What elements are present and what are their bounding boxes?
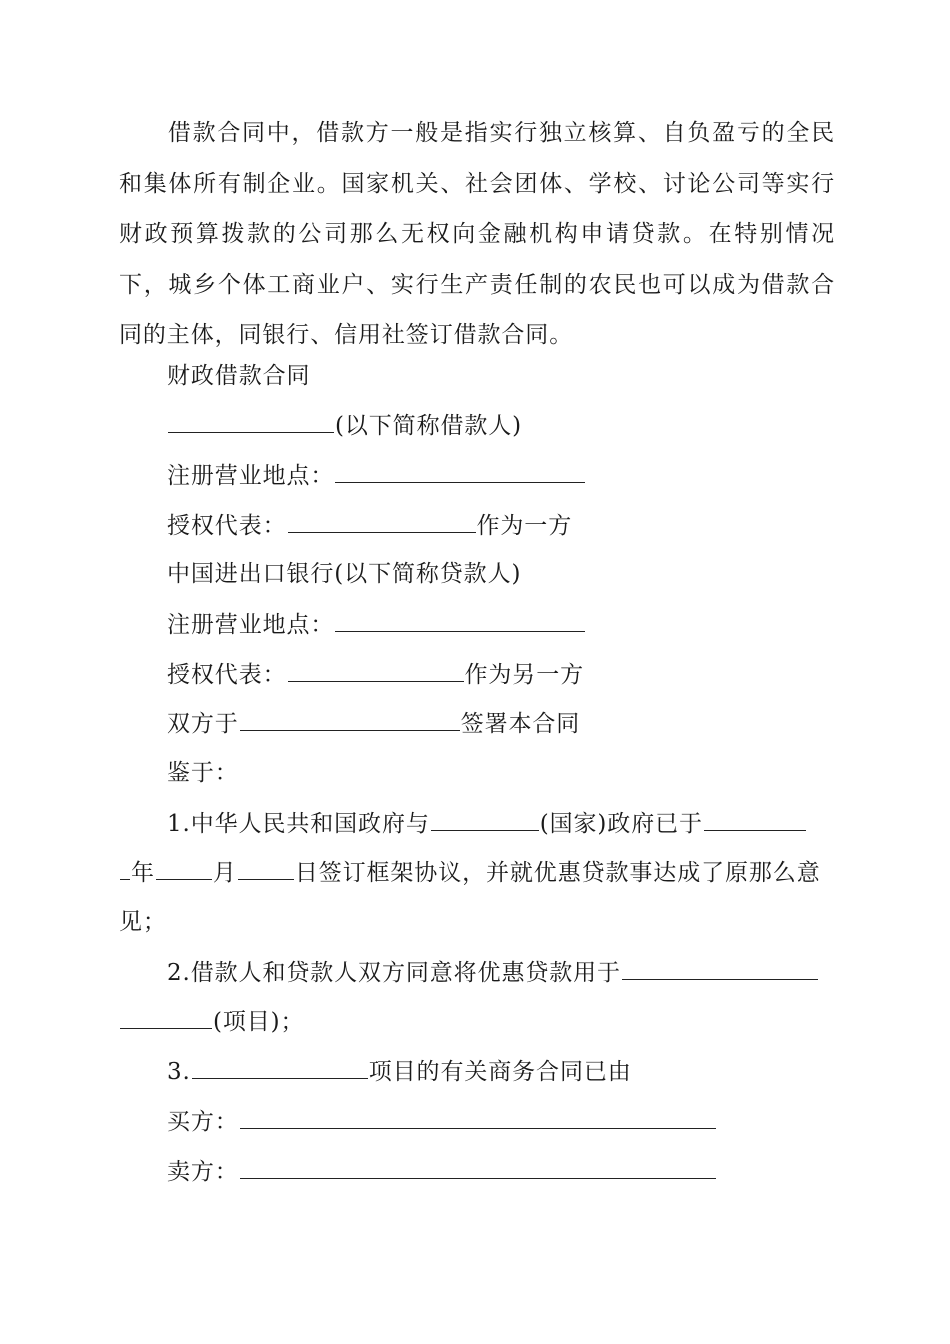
sign-contract: 签署本合同 — [460, 711, 581, 737]
as-one-party: 作为一方 — [476, 513, 573, 539]
item1-line3: 见； — [119, 909, 167, 935]
item1-text-b: (国家)政府已于 — [539, 811, 703, 837]
item2-line2 — [119, 1006, 304, 1037]
seller-line — [167, 1156, 717, 1187]
signing-date-blank[interactable] — [240, 708, 460, 731]
borrower-address-line — [167, 460, 586, 491]
project-name-blank[interactable] — [192, 1056, 368, 1079]
buyer-blank[interactable] — [240, 1106, 716, 1129]
item1-year: 年 — [131, 860, 155, 886]
auth-rep-label: 授权代表： — [167, 662, 287, 688]
reg-address-label: 注册营业地点： — [167, 612, 335, 638]
lender-address-blank[interactable] — [335, 609, 585, 632]
lender-address-line — [167, 609, 586, 640]
country-blank[interactable] — [431, 808, 539, 831]
borrower-rep-blank[interactable] — [288, 510, 476, 533]
item2-line1 — [167, 957, 819, 988]
year-blank-1[interactable] — [704, 808, 806, 831]
buyer-label: 买方： — [167, 1109, 239, 1135]
intro-paragraph — [119, 108, 835, 361]
signing-line — [167, 708, 580, 739]
auth-rep-label: 授权代表： — [167, 513, 287, 539]
item3-text-b: 项目的有关商务合同已由 — [368, 1059, 632, 1085]
item1-line1 — [167, 808, 807, 839]
intro-text: 借款合同中，借款方一般是指实行独立核算、自负盈亏的全民和集体所有制企业。国家机关、社会团体、学校、讨论公司等实行财政预算拨款的公司那么无权向金融机构申请贷款。在特别情况下，城乡个体工商业户、实行生产责任制的农民也可以成为借款合同的主体，同银行、信用社签订借款合同。 — [119, 120, 835, 348]
whereas-heading: 鉴于： — [167, 760, 239, 786]
both-parties-at: 双方于 — [167, 711, 239, 737]
buyer-line — [167, 1106, 717, 1137]
lender-rep-line — [167, 659, 584, 690]
item3-line — [167, 1056, 632, 1087]
item2-text-b: (项目)； — [213, 1009, 305, 1035]
item1-month: 月 — [212, 860, 237, 886]
item1-text-a: 1.中华人民共和国政府与 — [167, 811, 430, 837]
borrower-line — [167, 410, 522, 441]
borrower-name-blank[interactable] — [168, 410, 334, 433]
item2-text-a: 2.借款人和贷款人双方同意将优惠贷款用于 — [167, 960, 621, 986]
lender-line: 中国进出口银行(以下简称贷款人) — [167, 561, 522, 587]
contract-title: 财政借款合同 — [167, 363, 311, 389]
year-blank-2[interactable] — [120, 857, 130, 880]
loan-purpose-blank-1[interactable] — [622, 957, 818, 980]
as-other-party: 作为另一方 — [464, 662, 584, 688]
month-blank[interactable] — [156, 857, 212, 880]
item1-line2 — [119, 857, 821, 888]
day-blank[interactable] — [238, 857, 294, 880]
lender-rep-blank[interactable] — [288, 659, 464, 682]
loan-purpose-blank-2[interactable] — [120, 1006, 212, 1029]
borrower-rep-line — [167, 510, 572, 541]
item1-text-c: 日签订框架协议，并就优惠贷款事达成了原那么意 — [294, 860, 821, 886]
borrower-suffix: (以下简称借款人) — [335, 413, 523, 439]
borrower-address-blank[interactable] — [335, 460, 585, 483]
reg-address-label: 注册营业地点： — [167, 463, 335, 489]
item3-text-a: 3. — [167, 1059, 191, 1085]
seller-blank[interactable] — [240, 1156, 716, 1179]
seller-label: 卖方： — [167, 1159, 239, 1185]
